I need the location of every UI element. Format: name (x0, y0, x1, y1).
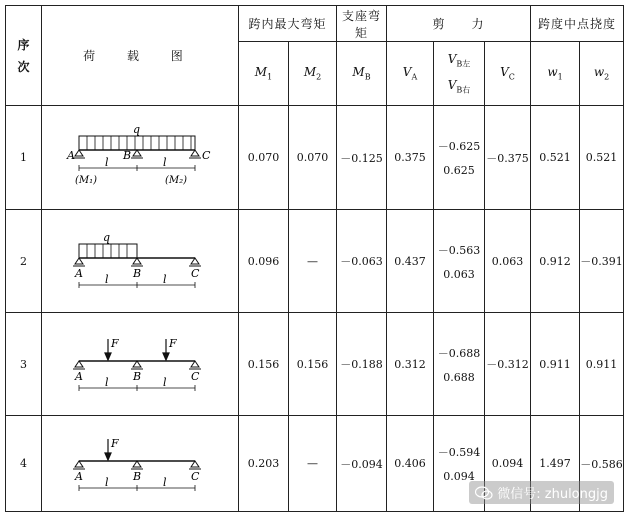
row-index: 3 (6, 313, 42, 416)
diagram-label-A: A (75, 370, 83, 383)
load-diagram-4 (42, 416, 239, 512)
cell-VA: 0.406 (387, 416, 434, 512)
sym-VA: V (402, 65, 412, 80)
sym-M1-sub: 1 (267, 72, 273, 82)
wechat-icon (475, 486, 493, 500)
cell-MB: －0.094 (337, 416, 387, 512)
sym-M1: M (254, 65, 268, 80)
sym-VBR-sub: B右 (456, 84, 471, 94)
cell-VB (434, 313, 485, 416)
cell-VC: －0.375 (485, 106, 531, 210)
sym-MB-sub: B (364, 72, 371, 82)
sym-VC: V (500, 65, 509, 80)
diagram-label-q: q (103, 231, 111, 244)
diagram-label-A: A (67, 148, 75, 162)
seq-header-line1: 序 (17, 37, 30, 52)
beam-diagram-two-point-loads (65, 333, 215, 395)
diagram-label-A: A (75, 267, 83, 280)
table-row (6, 313, 624, 416)
cell-w1: 1.497 (531, 416, 580, 512)
cell-MB: －0.188 (337, 313, 387, 416)
col-VA (387, 42, 434, 106)
diagram-label-A: A (75, 469, 83, 483)
cell-VA: 0.375 (387, 106, 434, 210)
cell-M2: 0.156 (289, 313, 337, 416)
cell-M1: 0.156 (239, 313, 289, 416)
span-moment-header: 跨内最大弯矩 (239, 6, 337, 42)
cell-VBL: －0.688 (437, 346, 481, 360)
diagram-label-B: B (133, 469, 142, 483)
diagram-label-F: F (111, 436, 119, 450)
cell-VBL: －0.625 (437, 140, 481, 153)
sym-w1-sub: 1 (557, 72, 563, 82)
row-index: 1 (6, 106, 42, 210)
cell-VBR: 0.094 (443, 470, 475, 483)
diagram-label-C: C (191, 370, 200, 383)
cell-w2: 0.911 (580, 313, 624, 416)
load-diagram-1 (42, 106, 239, 210)
sym-MB: M (352, 65, 365, 80)
col-M2 (289, 42, 337, 106)
diagram-label-l: l (163, 475, 167, 489)
header-row-1 (6, 6, 624, 42)
cell-VBR: 0.063 (443, 267, 475, 281)
cell-VB (434, 210, 485, 313)
cell-M1: 0.203 (239, 416, 289, 512)
coefficient-table (5, 5, 624, 512)
diagram-label-B: B (123, 148, 132, 162)
sym-VBR: V (447, 77, 457, 92)
diagram-label-M2: (M₂) (165, 174, 188, 186)
sym-M2-sub: 2 (316, 72, 322, 82)
watermark (469, 481, 614, 504)
diagram-label-B: B (133, 370, 142, 383)
sym-VA-sub: A (411, 72, 418, 82)
cell-VBR: 0.688 (443, 370, 475, 384)
diagram-label-F: F (169, 337, 177, 350)
beam-diagram-full-udl (65, 123, 215, 193)
diagram-label-l: l (163, 376, 167, 389)
load-diagram-2 (42, 210, 239, 313)
cell-VC: －0.312 (485, 313, 531, 416)
diagram-label-q: q (133, 122, 141, 136)
cell-VA: 0.312 (387, 313, 434, 416)
diagram-label-l: l (105, 376, 109, 389)
sym-VBL-sub: B左 (456, 59, 471, 69)
row-index: 4 (6, 416, 42, 512)
mid-deflection-header: 跨度中点挠度 (531, 6, 624, 42)
cell-VBR: 0.625 (443, 164, 475, 177)
diagram-label-C: C (191, 469, 200, 483)
sym-w1: w (547, 65, 558, 80)
cell-w2: 0.521 (580, 106, 624, 210)
col-M1 (239, 42, 289, 106)
diagram-label-C: C (191, 267, 200, 280)
diagram-label-M1: (M₁) (75, 174, 98, 186)
sym-VBL: V (447, 52, 457, 67)
diagram-label-l: l (105, 475, 109, 489)
support-moment-header: 支座弯矩 (337, 6, 387, 42)
sym-w2: w (593, 65, 605, 80)
table-row (6, 106, 624, 210)
watermark-text: 微信号: zhulongjg (497, 487, 608, 502)
beam-diagram-left-udl (65, 231, 215, 291)
seq-header (6, 6, 42, 106)
diagram-label-B: B (133, 267, 142, 280)
load-diagram-header: 荷 载 图 (42, 6, 239, 106)
cell-VC: 0.063 (485, 210, 531, 313)
beam-diagram-left-point-load (65, 433, 215, 495)
cell-w1: 0.911 (531, 313, 580, 416)
seq-header-line2: 次 (17, 59, 30, 74)
col-VC (485, 42, 531, 106)
diagram-label-l: l (105, 273, 109, 286)
cell-MB: －0.125 (337, 106, 387, 210)
sym-VC-sub: C (508, 72, 515, 82)
col-VB (434, 42, 485, 106)
diagram-label-C: C (202, 148, 211, 162)
sym-w2-sub: 2 (604, 72, 610, 82)
table-row (6, 210, 624, 313)
cell-w2: －0.586 (580, 416, 624, 512)
col-w2 (580, 42, 624, 106)
col-w1 (531, 42, 580, 106)
cell-VB (434, 106, 485, 210)
cell-MB: －0.063 (337, 210, 387, 313)
cell-w2: －0.391 (580, 210, 624, 313)
row-index: 2 (6, 210, 42, 313)
cell-M2: — (289, 416, 337, 512)
cell-M1: 0.096 (239, 210, 289, 313)
cell-VBL: －0.563 (437, 243, 481, 257)
cell-VC: 0.094 (485, 416, 531, 512)
shear-header: 剪 力 (387, 6, 531, 42)
diagram-label-l: l (163, 155, 167, 169)
cell-w1: 0.521 (531, 106, 580, 210)
cell-VBL: －0.594 (437, 446, 481, 459)
diagram-label-l: l (163, 273, 167, 286)
sym-M2: M (303, 65, 317, 80)
cell-M2: — (289, 210, 337, 313)
cell-M1: 0.070 (239, 106, 289, 210)
cell-M2: 0.070 (289, 106, 337, 210)
diagram-label-F: F (111, 337, 119, 350)
diagram-label-l: l (105, 155, 109, 169)
load-diagram-3 (42, 313, 239, 416)
cell-VA: 0.437 (387, 210, 434, 313)
col-MB (337, 42, 387, 106)
cell-w1: 0.912 (531, 210, 580, 313)
